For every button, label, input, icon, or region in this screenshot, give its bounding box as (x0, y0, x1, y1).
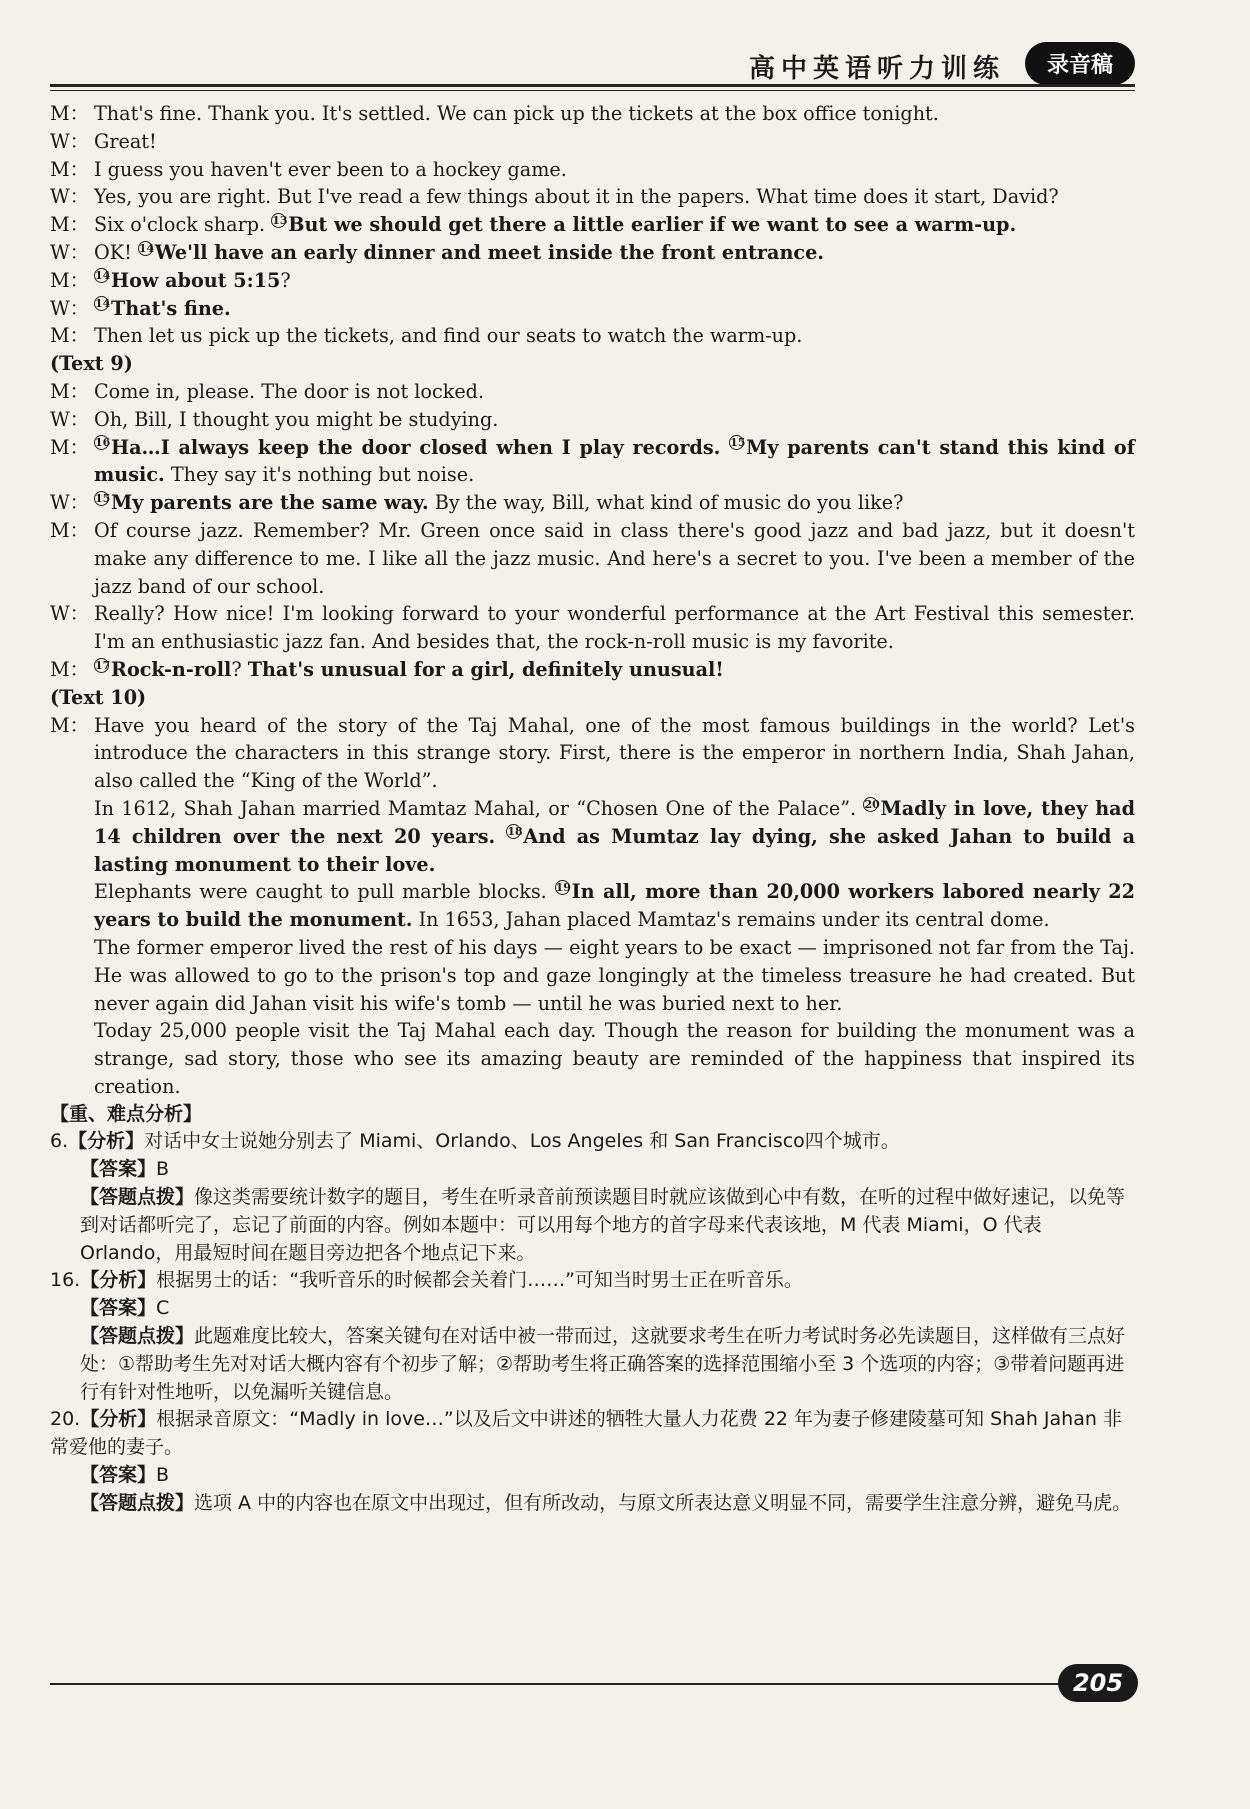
dialogue-line (50, 156, 1135, 184)
dialogue-line (50, 295, 1135, 323)
dialogue-line (50, 322, 1135, 350)
transcript-text: Today 25,000 people visit the Taj Mahal each day. Though the reason for building the monument was a strange, sad story, those who see its amazing beauty are reminded of the happiness that inspired its creation. (94, 1019, 1135, 1098)
section-badge: 录音稿 (1025, 42, 1135, 85)
item-label: 【答案】 (80, 1158, 157, 1181)
dialogue-line (50, 712, 1135, 795)
analysis-item (50, 1267, 1135, 1295)
transcript-text: Come in, please. The door is not locked. (94, 379, 485, 403)
dialogue-line (50, 183, 1135, 211)
dialogue-line (50, 239, 1135, 267)
item-text: 此题难度比较大，答案关键句在对话中被一带而过，这就要求考生在听力考试时务必先读题目，这样做有三点好处：①帮助考生先对对话大概内容有个初步了解；②帮助考生将正确答案的选择范围缩小至 3 个选项的内容；③带着问题再进行有针对性地听，以免漏听关键信息。 (80, 1325, 1126, 1403)
dialogue-text (94, 600, 1135, 656)
item-label: 【答题点拨】 (80, 1186, 195, 1209)
page-header (50, 40, 1135, 90)
dialogue-line (50, 517, 1135, 600)
key-sentence: Rock-n-roll (111, 657, 232, 681)
transcript-text: Six o'clock sharp. (94, 213, 272, 237)
dialogue-text (94, 211, 1135, 239)
transcript-text: They say it's nothing but noise. (164, 463, 475, 487)
item-number: 16. (50, 1269, 81, 1292)
question-marker: 16 (95, 436, 111, 450)
page-content (50, 100, 1135, 1518)
question-marker: 20 (864, 797, 880, 811)
passage-paragraph (94, 934, 1135, 1017)
analysis-item (80, 1462, 1135, 1490)
text-10-title: (Text 10) (50, 685, 147, 709)
speaker-label: M： (50, 157, 89, 181)
transcript-text: Oh, Bill, I thought you might be studying. (94, 407, 499, 431)
key-sentence: That's fine. (111, 296, 231, 320)
dialogue-text (94, 267, 1135, 295)
key-sentence: But we should get there a little earlier if we want to see a warm-up. (288, 213, 1017, 237)
analysis-item (80, 1295, 1135, 1323)
dialogue-text (94, 712, 1135, 795)
analysis-section (50, 1128, 1135, 1517)
dialogue-line (50, 100, 1135, 128)
dialogue-text (94, 295, 1135, 323)
speaker-label: W： (50, 129, 89, 153)
item-text: 选项 A 中的内容也在原文中出现过，但有所改动，与原文所表达意义明显不同，需要学生注意分辨，避免马虎。 (194, 1491, 1132, 1514)
dialogue-line (50, 406, 1135, 434)
transcript-text: Yes, you are right. But I've read a few things about it in the papers. What time does it start, David? (94, 185, 1059, 209)
item-number: 6. (50, 1130, 69, 1153)
analysis-item (80, 1323, 1135, 1406)
speaker-label: M： (50, 324, 89, 348)
speaker-label: M： (50, 435, 89, 459)
question-marker: 18 (507, 825, 523, 839)
question-marker: 14 (95, 269, 111, 283)
analysis-item (80, 1156, 1135, 1184)
dialogue-text (94, 378, 1135, 406)
item-label: 【分析】 (80, 1269, 157, 1292)
item-text: 像这类需要统计数字的题目，考生在听录音前预读题目时就应该做到心中有数，在听的过程中做好速记，以免等到对话都听完了，忘记了前面的内容。例如本题中：可以用每个地方的首字母来代表该地，M 代表 Miami，O 代表 Orlando，用最短时间在题目旁边把各个地点记下来。 (80, 1186, 1126, 1264)
analysis-title: 【重、难点分析】 (50, 1102, 203, 1125)
key-sentence: And as Mumtaz lay dying, she asked Jahan to build a lasting monument to their love. (94, 824, 1136, 876)
item-text: 根据录音原文：“Madly in love…”以及后文中讲述的牺牲大量人力花费 22 年为妻子修建陵墓可知 Shah Jahan 非常爱他的妻子。 (50, 1408, 1122, 1459)
key-sentence: That's unusual for a girl, definitely unusual! (247, 657, 724, 681)
item-text: B (156, 1158, 170, 1181)
analysis-item (80, 1184, 1135, 1267)
transcript-text: ? (231, 657, 248, 681)
dialogue-text (94, 489, 1135, 517)
transcript-text: Elephants were caught to pull marble blocks. (94, 880, 555, 904)
transcript-text: Really? How nice! I'm looking forward to your wonderful performance at the Art Festival this semester. I'm an enthusiastic jazz fan. And besides that, the rock-n-roll music is my favorite. (94, 602, 1135, 654)
dialogue-line (50, 267, 1135, 295)
speaker-label: M： (50, 657, 89, 681)
dialogue-text (94, 128, 1135, 156)
dialogue-line (50, 656, 1135, 684)
transcript-text: In 1612, Shah Jahan married Mamtaz Mahal, or “Chosen One of the Palace”. (94, 796, 864, 820)
question-marker: 19 (555, 880, 571, 894)
key-sentence: In all, more than 20,000 workers labored nearly 22 years to build the monument. (94, 880, 1135, 932)
transcript-text: Have you heard of the story of the Taj Mahal, one of the most famous buildings in the world? Let's introduce the characters in this strange story. First, there is the emperor in northern India, Shah Jahan, also called the “King of the World”. (94, 713, 1135, 793)
transcript-text: By the way, Bill, what kind of music do you like? (428, 491, 904, 515)
dialogue-line (50, 489, 1135, 517)
transcript-text: Of course jazz. Remember? Mr. Green once said in class there's good jazz and bad jazz, but it doesn't make any difference to me. I like all the jazz music. And here's a secret to you. I've been a member of the jazz band of our school. (94, 518, 1135, 598)
passage-paragraph (94, 1017, 1135, 1100)
item-label: 【答案】 (80, 1297, 157, 1320)
speaker-label: M： (50, 213, 89, 237)
transcript-text: In 1653, Jahan placed Mamtaz's remains under its central dome. (412, 908, 1050, 932)
speaker-label: W： (50, 185, 89, 209)
question-marker: 14 (138, 241, 155, 255)
dialogue-line (50, 434, 1135, 490)
key-sentence: My parents are the same way. (111, 491, 429, 515)
dialogue-text (94, 406, 1135, 434)
question-marker: 17 (95, 658, 111, 672)
speaker-label: M： (50, 518, 89, 542)
text-10-passage (50, 712, 1135, 1101)
dialogue-text (94, 239, 1135, 267)
speaker-label: M： (50, 102, 89, 125)
transcript-text: Then let us pick up the tickets, and find our seats to watch the warm-up. (94, 324, 803, 348)
dialogue-line (50, 128, 1135, 156)
page-number: 205 (1058, 1664, 1138, 1702)
passage-paragraph (94, 795, 1135, 878)
item-number: 20. (50, 1408, 81, 1431)
speaker-label: M： (50, 268, 89, 292)
item-text: C (156, 1297, 170, 1320)
transcript-text: I guess you haven't ever been to a hockey game. (94, 157, 567, 181)
item-label: 【答题点拨】 (80, 1325, 195, 1348)
key-sentence: We'll have an early dinner and meet inside the front entrance. (154, 240, 824, 264)
transcript-text: Great! (94, 129, 157, 153)
item-text: 对话中女士说她分别去了 Miami、Orlando、Los Angeles 和 San Francisco四个城市。 (144, 1130, 900, 1153)
text-8-dialogue (50, 100, 1135, 350)
speaker-label: W： (50, 240, 89, 264)
item-label: 【分析】 (68, 1130, 145, 1153)
transcript-text: That's fine. Thank you. It's settled. We can pick up the tickets at the box office tonight. (94, 102, 939, 125)
question-marker: 13 (272, 213, 288, 227)
dialogue-text (94, 183, 1135, 211)
item-label: 【答案】 (80, 1464, 157, 1487)
dialogue-text (94, 156, 1135, 184)
speaker-label: W： (50, 407, 89, 431)
text-9-title: (Text 9) (50, 352, 133, 376)
footer-rule (50, 1683, 1060, 1685)
speaker-label: M： (50, 379, 89, 403)
key-sentence: How about 5:15 (111, 268, 281, 292)
dialogue-text (94, 517, 1135, 600)
item-label: 【分析】 (80, 1408, 157, 1431)
item-label: 【答题点拨】 (80, 1491, 195, 1514)
key-sentence: Ha…I always keep the door closed when I play records. (111, 435, 730, 459)
analysis-item (80, 1490, 1135, 1518)
dialogue-text (94, 100, 1135, 128)
analysis-item (50, 1128, 1135, 1156)
key-sentence: My parents can't stand this kind of music. (94, 435, 1135, 487)
dialogue-line (50, 211, 1135, 239)
question-marker: 15 (730, 436, 746, 450)
transcript-text: ? (280, 268, 291, 292)
speaker-label: M： (50, 713, 89, 737)
dialogue-text (94, 322, 1135, 350)
dialogue-line (50, 378, 1135, 406)
transcript-text: OK! (94, 240, 138, 264)
dialogue-text (94, 656, 1135, 684)
dialogue-text (94, 434, 1135, 490)
passage-paragraph (94, 878, 1135, 934)
item-text: 根据男士的话：“我听音乐的时候都会关着门……”可知当时男士正在听音乐。 (156, 1269, 803, 1292)
item-text: B (156, 1464, 170, 1487)
text-9-dialogue (50, 378, 1135, 684)
book-title: 高中英语听力训练 (748, 54, 1005, 84)
transcript-text: The former emperor lived the rest of his days — eight years to be exact — imprisoned not far from the Taj. He was allowed to go to the prison's top and gaze longingly at the timeless treasure he had created. But never again did Jahan visit his wife's tomb — until he was buried next to her. (94, 935, 1135, 1015)
question-marker: 14 (95, 297, 111, 311)
key-sentence: Madly in love, they had 14 children over the next 20 years. (94, 796, 1135, 848)
question-marker: 15 (95, 491, 111, 505)
header-rule (50, 84, 1135, 91)
dialogue-line (50, 600, 1135, 656)
speaker-label: W： (50, 296, 89, 320)
analysis-item (50, 1406, 1135, 1462)
speaker-label: W： (50, 602, 89, 626)
speaker-label: W： (50, 491, 89, 515)
